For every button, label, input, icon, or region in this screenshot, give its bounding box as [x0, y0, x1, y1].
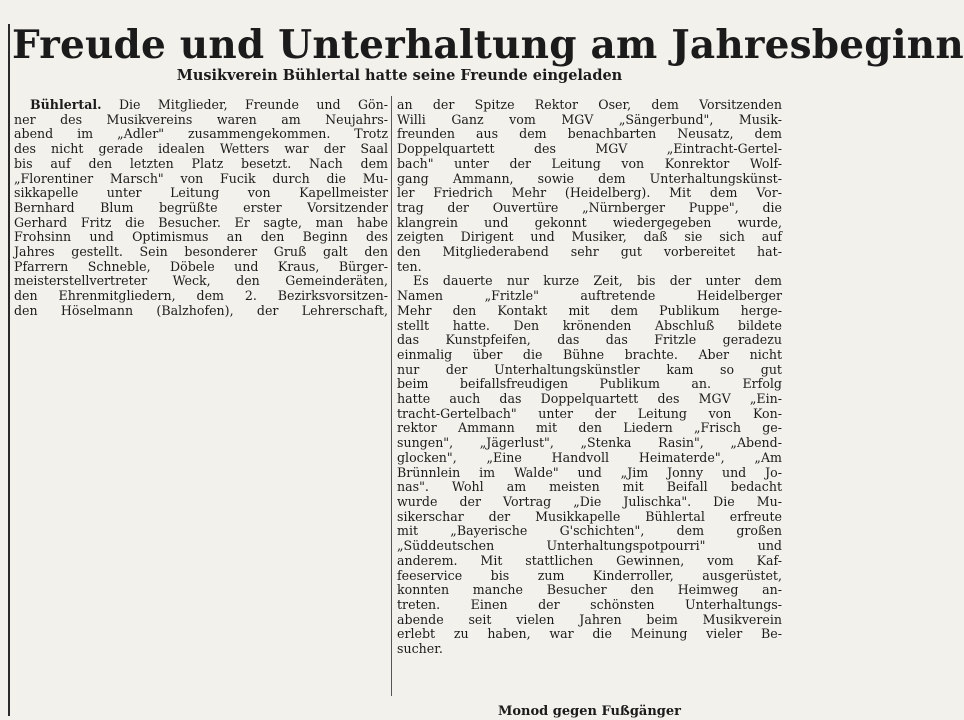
text-line: des nicht gerade idealen Wetters war der Saal	[14, 141, 388, 157]
next-article-headline: Monod gegen Fußgänger	[497, 704, 681, 719]
text-line: Namen „Fritzle" auftretende Heidelberger	[397, 288, 782, 304]
text-line: einmalig über die Bühne brachte. Aber nicht	[397, 346, 782, 362]
text-line: hatte auch das Doppelquartett des MGV „Ein-	[397, 391, 782, 407]
text-line: Gerhard Fritz die Besucher. Er sagte, man habe	[14, 214, 388, 230]
text-line: Frohsinn und Optimismus an den Beginn des	[14, 229, 388, 245]
text-line: ner des Musikvereins waren am Neujahrs-	[14, 111, 388, 127]
dateline: Bühlertal.	[30, 97, 102, 112]
text-line: das Kunstpfeifen, das das Fritzle geradezu	[397, 332, 782, 348]
text-line: abende seit vielen Jahren beim Musikverein	[397, 611, 782, 627]
text-line: den Mitgliederabend sehr gut vorbereitet hat-	[397, 244, 782, 260]
text-line: Jahres gestellt. Sein besonderer Gruß galt den	[14, 244, 388, 260]
left-border-rule	[8, 24, 10, 716]
text-line: freunden aus dem benachbarten Neusatz, dem	[397, 126, 782, 142]
text-line: tracht-Gertelbach" unter der Leitung von Kon-	[397, 405, 782, 421]
text-line: konnten manche Besucher den Heimweg an-	[397, 582, 782, 598]
text-line: bach" unter der Leitung von Konrektor Wolf-	[397, 155, 782, 171]
text-line: anderem. Mit stattlichen Gewinnen, vom Kaf-	[397, 552, 782, 568]
text-line: mit „Bayerische G'schichten", dem großen	[397, 523, 782, 539]
text-line: meisterstellvertreter Weck, den Gemeinderäten,	[14, 273, 388, 289]
article-column-right	[397, 98, 782, 657]
text-line: ten.	[397, 258, 422, 274]
text-line: sucher.	[397, 641, 443, 657]
text-line	[14, 98, 388, 113]
text-line: feeservice bis zum Kinderroller, ausgerüstet,	[397, 567, 782, 583]
text-line: glocken", „Eine Handvoll Heimaterde", „Am	[397, 449, 782, 465]
text-line: bis auf den letzten Platz besetzt. Nach dem	[14, 155, 388, 171]
text-line: an der Spitze Rektor Oser, dem Vorsitzenden	[397, 97, 782, 112]
article-column-left	[14, 98, 388, 319]
text-line: zeigten Dirigent und Musiker, daß sie sich auf	[397, 229, 782, 245]
column-divider	[391, 96, 392, 696]
text-line: erlebt zu haben, war die Meinung vieler Be-	[397, 626, 782, 642]
text-line: treten. Einen der schönsten Unterhaltungs-	[397, 596, 782, 612]
text-line: rektor Ammann mit den Liedern „Frisch ge-	[397, 420, 782, 436]
text-line: Willi Ganz vom MGV „Sängerbund", Musik-	[397, 111, 782, 127]
text-line: Mehr den Kontakt mit dem Publikum herge-	[397, 302, 782, 318]
text-line: „Florentiner Marsch" von Fucik durch die Mu-	[14, 170, 388, 186]
text-line: gang Ammann, sowie dem Unterhaltungskünst-	[397, 170, 782, 186]
text-line: sikkapelle unter Leitung von Kapellmeister	[14, 185, 388, 201]
text-line: Doppelquartett des MGV „Eintracht-Gertel-	[397, 141, 782, 157]
article-subheadline: Musikverein Bühlertal hatte seine Freunde eingeladen	[176, 67, 623, 84]
text-line: den Höselmann (Balzhofen), der Lehrerschaft,	[14, 302, 388, 318]
text-line-content: Die Mitglieder, Freunde und Gön-	[118, 97, 388, 112]
text-line: nur der Unterhaltungskünstler kam so gut	[397, 361, 782, 377]
text-line: Pfarrern Schneble, Döbele und Kraus, Bürger-	[14, 258, 388, 274]
text-line: klangrein und gekonnt wiedergegeben wurde,	[397, 214, 782, 230]
text-line: sikerschar der Musikkapelle Bühlertal erfreute	[397, 508, 782, 524]
text-line: Es dauerte nur kurze Zeit, bis der unter dem	[413, 273, 782, 289]
text-line: beim beifallsfreudigen Publikum an. Erfolg	[397, 376, 782, 392]
text-line: abend im „Adler" zusammengekommen. Trotz	[14, 126, 388, 142]
text-line: ler Friedrich Mehr (Heidelberg). Mit dem Vor-	[397, 185, 782, 201]
article-headline: Freude und Unterhaltung am Jahresbeginn	[12, 22, 964, 68]
text-line: stellt hatte. Den krönenden Abschluß bildete	[397, 317, 782, 333]
text-line: Brünnlein im Walde" und „Jim Jonny und Jo-	[397, 464, 782, 480]
text-line: sungen", „Jägerlust", „Stenka Rasin", „Abend-	[397, 435, 782, 451]
text-line: Bernhard Blum begrüßte erster Vorsitzender	[14, 199, 388, 215]
text-line: nas". Wohl am meisten mit Beifall bedacht	[397, 479, 782, 495]
text-line: „Süddeutschen Unterhaltungspotpourri" und	[397, 538, 782, 554]
text-line: trag der Ouvertüre „Nürnberger Puppe", die	[397, 199, 782, 215]
text-line: den Ehrenmitgliedern, dem 2. Bezirksvorsitzen-	[14, 288, 388, 304]
text-line: wurde der Vortrag „Die Julischka". Die Mu-	[397, 493, 782, 509]
